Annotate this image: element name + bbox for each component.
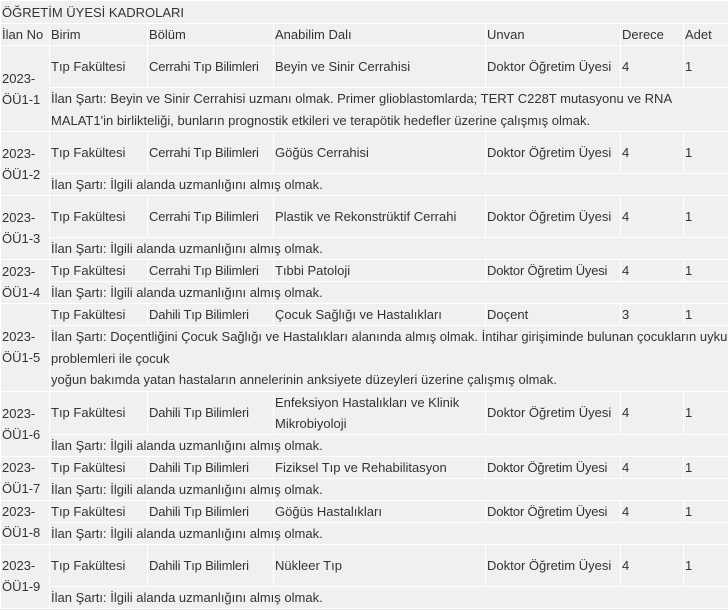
ilan-sarti: İlan Şartı: İlgili alanda uzmanlığını almış olmak. <box>50 586 728 608</box>
table-title: ÖĞRETİM ÜYESİ KADROLARI <box>1 1 728 24</box>
table-row <box>1 196 728 238</box>
header-adet: Adet <box>684 24 728 46</box>
unvan-cell: Doktor Öğretim Üyesi <box>486 260 621 282</box>
adet-cell: 1 <box>684 46 728 88</box>
ilan-sarti: İlan Şartı: İlgili alanda uzmanlığını almış olmak. <box>50 174 728 196</box>
anabilim-cell: Fiziksel Tıp ve Rehabilitasyon <box>274 456 486 478</box>
header-unvan: Unvan <box>486 24 621 46</box>
unvan-cell: Doktor Öğretim Üyesi <box>486 46 621 88</box>
ilan-sarti-line-1: İlan Şartı: Doçentliğini Çocuk Sağlığı ve Hastalıkları alanında almış olmak. İntihar girişiminde bulunan çocukların uyku problemleri ile çocuk <box>51 329 728 366</box>
anabilim-cell: Enfeksiyon Hastalıkları ve Klinik Mikrobiyoloji <box>274 391 486 434</box>
condition-row <box>1 326 728 392</box>
derece-cell: 3 <box>621 304 684 326</box>
anabilim-cell: Çocuk Sağlığı ve Hastalıkları <box>274 304 486 326</box>
ilan-no-cell: 2023-ÖÜ1-6 <box>1 391 50 456</box>
adet-cell: 1 <box>684 391 728 434</box>
condition-row <box>1 88 728 132</box>
birim-cell: Tıp Fakültesi <box>50 260 148 282</box>
unvan-cell: Doktor Öğretim Üyesi <box>486 500 621 522</box>
derece-cell: 4 <box>621 456 684 478</box>
adet-cell: 1 <box>684 132 728 174</box>
derece-cell: 4 <box>621 391 684 434</box>
birim-cell: Tıp Fakültesi <box>50 391 148 434</box>
unvan-cell: Doktor Öğretim Üyesi <box>486 456 621 478</box>
table-row <box>1 132 728 174</box>
table-row <box>1 46 728 88</box>
header-ilan-no: İlan No <box>1 24 50 46</box>
bolum-cell: Cerrahi Tıp Bilimleri <box>148 196 274 238</box>
condition-row <box>1 238 728 260</box>
ilan-no-cell: 2023-ÖÜ1-3 <box>1 196 50 260</box>
table-row <box>1 544 728 586</box>
anabilim-cell: Nükleer Tıp <box>274 544 486 586</box>
birim-cell: Tıp Fakültesi <box>50 132 148 174</box>
bolum-cell: Cerrahi Tıp Bilimleri <box>148 132 274 174</box>
ilan-no-cell: 2023-ÖÜ1-4 <box>1 260 50 304</box>
unvan-cell: Doktor Öğretim Üyesi <box>486 196 621 238</box>
ilan-sarti: İlan Şartı: Beyin ve Sinir Cerrahisi uzmanı olmak. Primer glioblastomlarda; TERT C228T mutasyonu ve RNA MALAT1'in birlikteliği, bunların prognostik etkileri ve terapötik hedefler üzerine çalışmış olmak. <box>50 88 728 132</box>
derece-cell: 4 <box>621 196 684 238</box>
derece-cell: 4 <box>621 132 684 174</box>
ilan-no-cell: 2023-ÖÜ1-8 <box>1 500 50 544</box>
ilan-no-cell: 2023-ÖÜ1-7 <box>1 456 50 500</box>
ilan-sarti: İlan Şartı: İlgili alanda uzmanlığını almış olmak. <box>50 478 728 500</box>
derece-cell: 4 <box>621 544 684 586</box>
condition-row <box>1 282 728 304</box>
unvan-cell: Doktor Öğretim Üyesi <box>486 391 621 434</box>
table-row <box>1 304 728 326</box>
anabilim-cell: Göğüs Cerrahisi <box>274 132 486 174</box>
adet-cell: 1 <box>684 500 728 522</box>
ilan-sarti: İlan Şartı: İlgili alanda uzmanlığını almış olmak. <box>50 282 728 304</box>
unvan-cell: Doktor Öğretim Üyesi <box>486 544 621 586</box>
adet-cell: 1 <box>684 304 728 326</box>
adet-cell: 1 <box>684 544 728 586</box>
derece-cell: 4 <box>621 260 684 282</box>
header-anabilim: Anabilim Dalı <box>274 24 486 46</box>
birim-cell: Tıp Fakültesi <box>50 500 148 522</box>
adet-cell: 1 <box>684 456 728 478</box>
ilan-sarti: İlan Şartı: İlgili alanda uzmanlığını almış olmak. <box>50 434 728 456</box>
ilan-sarti: İlan Şartı: İlgili alanda uzmanlığını almış olmak. <box>50 238 728 260</box>
adet-cell: 1 <box>684 196 728 238</box>
adet-cell: 1 <box>684 260 728 282</box>
anabilim-cell: Göğüs Hastalıkları <box>274 500 486 522</box>
ilan-no-cell: 2023-ÖÜ1-5 <box>1 304 50 392</box>
unvan-cell: Doçent <box>486 304 621 326</box>
ilan-sarti: İlan Şartı: İlgili alanda uzmanlığını almış olmak. <box>50 522 728 544</box>
title-row <box>1 1 728 24</box>
condition-row <box>1 522 728 544</box>
ilan-sarti <box>50 326 728 392</box>
birim-cell: Tıp Fakültesi <box>50 304 148 326</box>
table-row <box>1 456 728 478</box>
birim-cell: Tıp Fakültesi <box>50 544 148 586</box>
condition-row <box>1 174 728 196</box>
bolum-cell: Dahili Tıp Bilimleri <box>148 544 274 586</box>
bolum-cell: Dahili Tıp Bilimleri <box>148 304 274 326</box>
table-row <box>1 260 728 282</box>
ilan-sarti-line-2: yoğun bakımda yatan hastaların annelerinin anksiyete düzeyleri üzerine çalışmış olmak. <box>51 372 557 387</box>
bolum-cell: Dahili Tıp Bilimleri <box>148 500 274 522</box>
derece-cell: 4 <box>621 500 684 522</box>
unvan-cell: Doktor Öğretim Üyesi <box>486 132 621 174</box>
birim-cell: Tıp Fakültesi <box>50 456 148 478</box>
derece-cell: 4 <box>621 46 684 88</box>
ilan-no-cell: 2023-ÖÜ1-1 <box>1 46 50 132</box>
condition-row <box>1 586 728 608</box>
header-bolum: Bölüm <box>148 24 274 46</box>
anabilim-cell: Plastik ve Rekonstrüktif Cerrahi <box>274 196 486 238</box>
bolum-cell: Cerrahi Tıp Bilimleri <box>148 46 274 88</box>
birim-cell: Tıp Fakültesi <box>50 46 148 88</box>
header-birim: Birim <box>50 24 148 46</box>
ilan-no-cell: 2023-ÖÜ1-2 <box>1 132 50 196</box>
condition-row <box>1 478 728 500</box>
bolum-cell: Cerrahi Tıp Bilimleri <box>148 260 274 282</box>
bolum-cell: Dahili Tıp Bilimleri <box>148 456 274 478</box>
bolum-cell: Dahili Tıp Bilimleri <box>148 391 274 434</box>
table-row <box>1 500 728 522</box>
condition-row <box>1 434 728 456</box>
header-row <box>1 24 728 46</box>
anabilim-cell: Beyin ve Sinir Cerrahisi <box>274 46 486 88</box>
anabilim-cell: Tıbbi Patoloji <box>274 260 486 282</box>
ilan-no-cell: 2023-ÖÜ1-9 <box>1 544 50 608</box>
table-row <box>1 391 728 434</box>
header-derece: Derece <box>621 24 684 46</box>
birim-cell: Tıp Fakültesi <box>50 196 148 238</box>
